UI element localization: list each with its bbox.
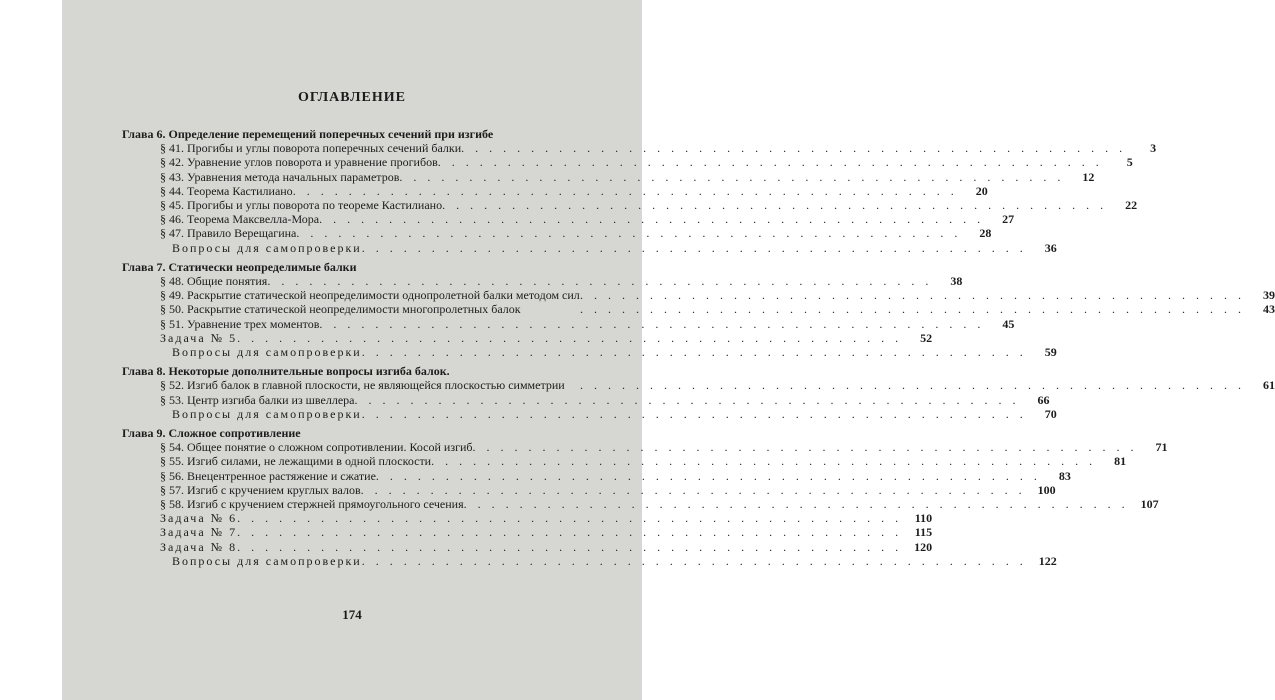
page-number: 39 [1263, 288, 1275, 303]
dot-leader [237, 331, 902, 345]
dot-leader [580, 302, 1245, 316]
toc-entry-text: § 45. Прогибы и углы поворота по теореме Кастилиано [160, 198, 443, 213]
page-number: 5 [1126, 155, 1133, 170]
page-number: 71 [1155, 440, 1168, 455]
page-number: 120 [914, 539, 933, 554]
toc-entry-text: § 54. Общее понятие о сложном сопротивлении. Косой изгиб [160, 440, 473, 455]
toc-entry[interactable] [122, 406, 1057, 421]
page-number: 83 [1058, 468, 1071, 483]
toc-entry-text: § 48. Общие понятия [160, 274, 268, 289]
toc-entry[interactable] [122, 155, 1133, 170]
dot-leader [464, 497, 1129, 511]
page-number: 12 [1082, 169, 1095, 184]
page-number: 100 [1037, 482, 1056, 497]
toc-entry-text: § 52. Изгиб балок в главной плоскости, не являющейся плоскостью симметрии [160, 378, 565, 393]
chapter-heading: Глава 7. Статически неопределимые балки [122, 259, 357, 274]
page-number: 27 [1002, 212, 1015, 227]
chapter-heading: Глава 8. Некоторые дополнительные вопросы изгиба балок. [122, 364, 450, 379]
toc-entry[interactable] [122, 141, 1157, 156]
toc-entry-text: Вопросы для самопроверки [172, 553, 362, 568]
dot-leader [399, 170, 1064, 184]
dot-leader [237, 540, 902, 554]
dot-leader [237, 511, 902, 525]
toc-entry-text: Вопросы для самопроверки [172, 406, 362, 421]
toc-entry-text: § 49. Раскрытие статической неопределимости однопролетной балки методом сил [160, 288, 580, 303]
page-number: 28 [979, 226, 992, 241]
toc-entry-text: Вопросы для самопроверки [172, 345, 362, 360]
toc-entry[interactable] [122, 525, 933, 540]
toc-entry[interactable] [122, 198, 1138, 213]
page-number: 70 [1044, 406, 1057, 421]
page-number: 43 [1263, 302, 1275, 317]
page-number: 59 [1044, 345, 1057, 360]
page-number: 66 [1037, 392, 1050, 407]
page-number: 22 [1125, 198, 1138, 213]
dot-leader [362, 554, 1027, 568]
page-number: 122 [1038, 553, 1057, 568]
toc-entry[interactable] [122, 553, 1057, 568]
dot-leader [319, 317, 984, 331]
toc-entry-text: § 56. Внецентренное растяжение и сжатие [160, 468, 376, 483]
toc-entry-text: § 50. Раскрытие статической неопределимости многопролетных балок [160, 302, 521, 317]
page-number: 81 [1114, 454, 1127, 469]
dot-leader [319, 212, 984, 226]
page-number: 38 [950, 274, 963, 289]
toc-entry[interactable] [122, 378, 1275, 393]
page-number: 45 [1002, 316, 1015, 331]
dot-leader [461, 141, 1126, 155]
toc-entry[interactable] [122, 169, 1095, 184]
page-number: 36 [1044, 240, 1057, 255]
toc-entry[interactable] [122, 345, 1057, 360]
toc-entry-text: § 44. Теорема Кастилиано [160, 183, 293, 198]
page-number: 115 [914, 525, 933, 540]
toc-entry[interactable] [122, 212, 1015, 227]
toc-entry-text: Задача № 7 [160, 525, 238, 540]
toc-entry[interactable] [122, 240, 1057, 255]
page-title: ОГЛАВЛЕНИЕ [298, 90, 406, 105]
dot-leader [438, 155, 1103, 169]
page-folio: 174 [342, 607, 362, 622]
toc-entry-text: § 43. Уравнения метода начальных параметров [160, 169, 400, 184]
chapter-heading: Глава 6. Определение перемещений поперечных сечений при изгибе [122, 127, 494, 141]
toc-entry-text: Задача № 8 [160, 539, 238, 554]
toc-entry-text: § 55. Изгиб силами, не лежащими в одной плоскости [160, 454, 432, 469]
toc-entry[interactable] [122, 482, 1056, 497]
toc-entry-text: § 46. Теорема Максвелла-Мора [160, 212, 320, 227]
page-number: 52 [920, 330, 933, 345]
dot-leader [296, 226, 961, 240]
toc-entry[interactable] [122, 226, 992, 241]
dot-leader [580, 378, 1245, 392]
toc-entry[interactable] [122, 539, 933, 554]
toc-entry[interactable] [122, 274, 963, 289]
toc-entry[interactable] [122, 183, 988, 198]
toc-entry-text: § 51. Уравнение трех моментов [160, 316, 320, 331]
dot-leader [293, 184, 958, 198]
toc-entry-text: Задача № 5 [160, 330, 238, 345]
toc-entry[interactable] [122, 302, 1275, 317]
dot-leader [267, 274, 932, 288]
toc-entry[interactable] [122, 316, 1015, 331]
toc-entry[interactable] [122, 330, 933, 345]
dot-leader [431, 454, 1096, 468]
dot-leader [362, 407, 1027, 421]
toc-entry-text: § 53. Центр изгиба балки из швеллера [160, 392, 355, 407]
dot-leader [473, 440, 1138, 454]
toc-entry-text: § 42. Уравнение углов поворота и уравнение прогибов [160, 155, 438, 170]
page-number: 3 [1150, 141, 1157, 156]
page-number: 110 [914, 511, 933, 526]
toc-entry[interactable] [122, 288, 1275, 303]
page-number: 20 [975, 183, 988, 198]
page-number: 61 [1263, 378, 1275, 393]
toc-entry-text: Вопросы для самопроверки [172, 240, 362, 255]
toc-entry[interactable] [122, 511, 933, 526]
page-number: 107 [1140, 497, 1159, 512]
dot-leader [442, 198, 1107, 212]
dot-leader [376, 469, 1041, 483]
toc-entry[interactable] [122, 497, 1159, 512]
dot-leader [362, 345, 1027, 359]
dot-leader [361, 483, 1026, 497]
table-of-contents [122, 127, 1275, 568]
toc-entry[interactable] [122, 454, 1127, 469]
toc-entry-text: § 47. Правило Верещагина [160, 226, 297, 241]
dot-leader [237, 525, 902, 539]
toc-entry-text: § 58. Изгиб с кручением стержней прямоугольного сечения [160, 497, 464, 512]
book-page [62, 0, 1275, 700]
toc-entry-text: § 41. Прогибы и углы поворота поперечных сечений балки [160, 141, 462, 156]
dot-leader [354, 393, 1019, 407]
toc-entry-text: § 57. Изгиб с кручением круглых валов [160, 482, 361, 497]
dot-leader [580, 288, 1245, 302]
toc-entry[interactable] [122, 468, 1071, 483]
toc-entry[interactable] [122, 440, 1168, 455]
toc-entry[interactable] [122, 392, 1050, 407]
toc-entry-text: Задача № 6 [160, 511, 238, 526]
dot-leader [362, 241, 1027, 255]
chapter-heading: Глава 9. Сложное сопротивление [122, 426, 301, 441]
